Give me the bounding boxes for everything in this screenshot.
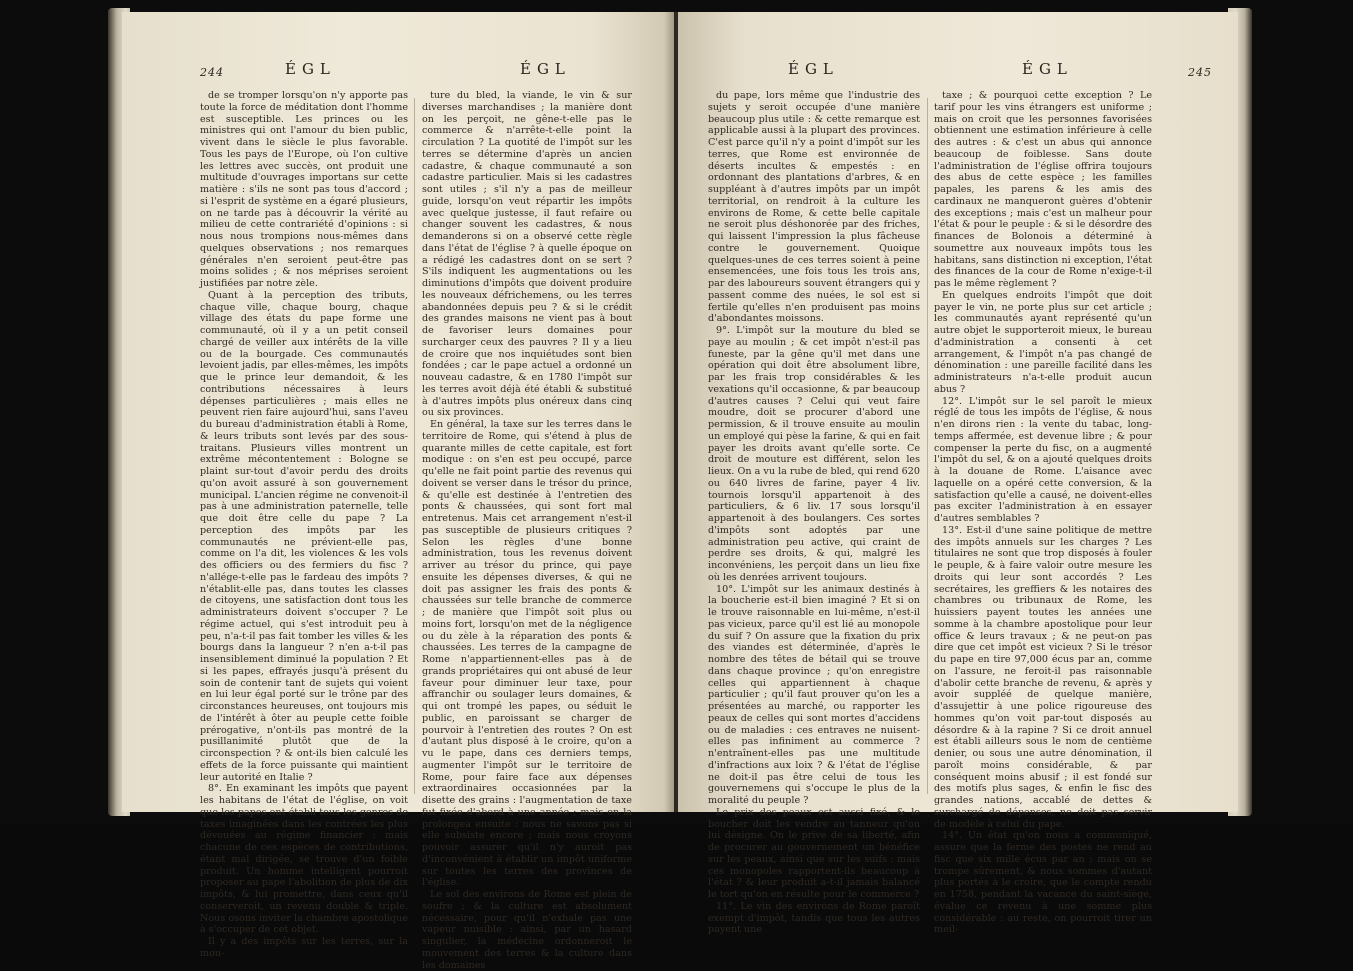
left-running-head	[122, 60, 674, 86]
paragraph: 8°. En examinant les impôts que payent les habitans de l'état de l'église, on voit que les papes ont établi tous les genres de taxes imaginées dans les contrées les plus dévouées au régime financier ; mais chacune de ces espèces de contributions, étant mal dirigée, se trouve d'un foible produit. Un homme intelligent pourroit proposer au pape l'abolition de plus de dix impôts, & lui promettre, dans ceux qu'il conserveroit, un revenu double & triple. Nous osons inviter la chambre apostolique à s'occuper de cet objet.	[200, 783, 408, 936]
left-page	[122, 12, 674, 971]
right-running-head	[678, 60, 1238, 86]
paragraph: 14°. Un état qu'on nous a communiqué, assure que la ferme des postes ne rend au fisc que six mille écus par an ; mais on se trompe sûrement, & nous sommes d'autant plus portés à le croire, que le compte rendu en 1758, pendant la vacance du saint-siège, évalue ce revenu à une somme plus considérable : au reste, on pourroit tirer un meil-	[934, 830, 1152, 936]
paragraph: 13°. Est-il d'une saine politique de mettre des impôts annuels sur les charges ? Les titulaires ne sont que trop disposés à fouler le peuple, & à faire valoir outre mesure les droits qui leur sont accordés ? Les secrétaires, les greffiers & les notaires des chambres ou tribunaux de Rome, les huissiers payent toutes les années une somme à la chambre apostolique pour leur office & leurs travaux ; & ne peut-on pas dire que cet impôt est vicieux ? Si le trésor du pape en tire 97,000 écus par an, comme on l'assure, ne feroit-il pas raisonnable d'abolir cette branche de revenu, & après y avoir suppléé de quelque manière, d'assujettir à une police rigoureuse des hommes qu'on voit par-tout disposés au désordre & à la rapine ? Si ce droit annuel est établi ailleurs sous le nom de centième denier, ou sous une autre dénomination, il paroît moins considérable, & par conséquent moins abusif ; il est fondé sur des motifs plus sages, & enfin le fisc des grandes nations, accablé de dettes & surchargé de dépenses, ne doit pas servir de modèle à celui du pape.	[934, 524, 1152, 830]
paragraph: du pape, lors même que l'industrie des sujets y seroit occupée d'une manière beaucoup plus utile : & cette remarque est applicable aussi à la plupart des provinces. C'est parce qu'il n'y a point d'impôt sur les terres, que Rome est environnée de déserts incultes & empestés : en ordonnant des plantations d'arbres, & en suppléant à d'autres impôts par un impôt territorial, on rendroit à la culture les environs de Rome, & cette belle capitale ne seroit plus déshonorée par des friches, qui laissent l'impression la plus fâcheuse contre le gouvernement. Quoique quelques-unes de ces terres soient à peine ensemencées, une fois tous les trois ans, par des laboureurs souvent étrangers qui y passent comme des nuées, le sol est si fertile qu'elles n'en produisent pas moins d'abondantes moissons.	[708, 90, 920, 325]
paragraph: 10°. L'impôt sur les animaux destinés à la boucherie est-il bien imaginé ? Et si on le trouve raisonnable en lui-même, n'est-il pas vicieux, parce qu'il est lié au monopole du suif ? On assure que la fixation du prix des viandes est déterminée, d'après le nombre des têtes de bétail qui se trouve dans chaque province ; qu'on enregistre celles qui appartiennent à chaque particulier ; qu'il faut prouver qu'on les a présentées au marché, ou rapporter les peaux de celles qui sont mortes d'accidens ou de maladies : ces entraves ne nuisent-elles pas infiniment au commerce ? n'entraînent-elles pas une multitude d'infractions aux loix ? & l'état de l'église ne doit-il pas être celui de tous les gouvernemens qui s'occupe le plus de la moralité du peuple ?	[708, 583, 920, 806]
left-column-2	[422, 90, 632, 971]
right-page-number: 245	[1188, 66, 1212, 79]
column-rule	[414, 98, 415, 794]
paragraph: En général, la taxe sur les terres dans le territoire de Rome, qui s'étend à plus de quarante milles de cette capitale, est fort modique : on s'en est peu occupé, parce qu'elle ne fait point partie des revenus qui doivent se verser dans le trésor du prince, & qu'elle est destinée à l'entretien des ponts & chaussées, qui sont fort mal entretenus. Mais cet arrangement n'est-il pas susceptible de plusieurs critiques ? Selon les règles d'une bonne administration, tous les revenus doivent arriver au trésor du prince, qui paye ensuite les dépenses diverses, & qui ne doit pas assigner les frais des ponts & chaussées sur telle branche de commerce ; de manière que l'impôt soit plus ou moins fort, lorsqu'on met de la négligence ou du zèle à la réparation des ponts & chaussées. Les terres de la campagne de Rome n'appartiennent-elles pas à de grands propriétaires qui ont abusé de leur faveur pour diminuer leur taxe, pour affranchir ou soulager leurs domaines, & qui ont trompé les papes, ou séduit le public, en paroissant se charger de pourvoir à l'entretien des routes ? On est d'autant plus disposé à le croire, qu'on a vu le pape, dans ces derniers temps, augmenter l'impôt sur le territoire de Rome, pour faire face aux dépenses extraordinaires occasionnées par la disette des grains : l'augmentation de taxe fut fixée d'abord à une année ; mais on la prolongea ensuite : nous ne savons pas si elle subsiste encore ; mais nous croyons pouvoir assurer qu'il n'y auroit pas d'inconvénient à établir un impôt uniforme sur toutes les terres des provinces de l'église.	[422, 419, 632, 889]
left-page-number: 244	[200, 66, 224, 79]
paragraph: taxe ; & pourquoi cette exception ? Le tarif pour les vins étrangers est uniforme ; mais on croit que les personnes favorisées obtiennent une estimation inférieure à celle des autres : & c'est un abus qui annonce beaucoup de foiblesse. Sans doute l'administration de l'église offrira toujours des abus de cette espèce ; les familles papales, les parens & les amis des cardinaux ne manqueront guères d'obtenir des exceptions ; mais c'est un malheur pour l'état & pour le peuple : & si le désordre des finances de Bolonois a déterminé à soumettre aux nouveaux impôts tous les habitans, sans distinction ni exception, l'état des finances de la cour de Rome n'exige-t-il pas le même règlement ?	[934, 90, 1152, 289]
paragraph: 9°. L'impôt sur la mouture du bled se paye au moulin ; & cet impôt n'est-il pas funeste, par la gêne qu'il met dans une opération qui doit être absolument libre, par les frais trop considérables & les vexations qu'il occasionne, & par beaucoup d'autres causes ? Celui qui veut faire moudre, doit se procurer d'abord une permission, & il trouve ensuite au moulin un employé qui pèse la farine, & qui en fait payer les droits avant qu'elle sorte. Ce droit de mouture est différent, selon les lieux. On a vu la rube de bled, qui rend 620 ou 640 livres de farine, payer 4 liv. tournois lorsqu'il appartenoit à des particuliers, & 6 liv. 17 sous lorsqu'il appartenoit à des boulangers. Ces sortes d'impôts sont adoptés par une administration peu active, qui craint de perdre ses droits, & qui, malgré les inconvéniens, les perçoit dans un lieu fixe où les denrées arrivent toujours.	[708, 325, 920, 583]
column-rule	[927, 98, 928, 794]
paragraph: Il y a des impôts sur les terres, sur la mou-	[200, 936, 408, 959]
left-head-word-1: ÉGL	[285, 60, 336, 78]
paragraph: Le prix des peaux est aussi fixé, & le boucher doit les vendre au tanneur qu'on lui désigne. On le prive de sa liberté, afin de procurer au gouvernement un bénéfice sur les peaux, ainsi que sur les suifs : mais ces monopoles rapportent-ils beaucoup à l'état ? & leur produit a-t-il jamais balancé le tort qu'on en résulte pour le commerce ?	[708, 806, 920, 900]
paragraph: Le sol des environs de Rome est plein de soufre ; & la culture est absolument nécessaire, pour qu'il n'exhale pas une vapeur nuisible : ainsi, par un hasard singulier, la médecine ordonneroit le mouvement des terres & la culture dans les domaines	[422, 889, 632, 971]
paragraph: de se tromper lorsqu'on n'y apporte pas toute la force de méditation dont l'homme est susceptible. Les princes ou les ministres qui ont l'amour du bien public, vivent dans le siècle le plus favorable. Tous les pays de l'Europe, où l'on cultive les lettres avec succès, ont produit une multitude d'ouvrages importans sur cette matière : s'ils ne sont pas tous d'accord ; si l'esprit de système en a égaré plusieurs, on ne tarde pas à découvrir la vérité au milieu de cette contrariété d'opinions : si nous nous trompions nous-mêmes dans quelques observations ; nos remarques générales n'en seroient peut-être pas moins solides ; & nos méprises seroient justifiées par notre zèle.	[200, 90, 408, 289]
paragraph: 11°. Le vin des environs de Rome paroît exempt d'impôt, tandis que tous les autres payent une	[708, 900, 920, 936]
right-head-word-1: ÉGL	[788, 60, 839, 78]
right-column-1	[708, 90, 920, 936]
paragraph: Quant à la perception des tributs, chaque ville, chaque bourg, chaque village des états du pape forme une communauté, où il y a un petit conseil chargé de veiller aux intérêts de la ville ou de la bourgade. Ces communautés levoient jadis, par elles-mêmes, les impôts que le prince leur demandoit, & les contributions nécessaires à leurs dépenses particulières ; mais elles ne peuvent rien faire aujourd'hui, sans l'aveu du bureau d'administration établi à Rome, & leurs tributs sont levés par des sous-traitans. Plusieurs villes montrent un extrême mécontentement : Bologne se plaint sur-tout d'avoir perdu des droits qu'on avoit assuré à son gouvernement municipal. L'ancien régime ne convenoit-il pas à une administration paternelle, telle que doit être celle du pape ? La perception des impôts par les communautés ne prévient-elle pas, comme on l'a dit, les violences & les vols des officiers ou des fermiers du fisc ? n'allége-t-elle pas le fardeau des impôts ? n'établit-elle pas, dans toutes les classes de citoyens, une satisfaction dont tous les administrateurs doivent s'occuper ? Le régime actuel, qui s'est introduit peu à peu, n'a-t-il pas fait tomber les villes & les bourgs dans la langueur ? n'en a-t-il pas insensiblement diminué la population ? Et si les papes, effrayés jusqu'à présent du soin de contenir tant de sujets qui voient en lui leur égal porté sur le trône par des circonstances heureuses, ont toujours mis de l'intérêt à ôter au peuple cette foible prérogative, n'ont-ils pas montré de la pusillanimité plutôt que de la circonspection ? & ont-ils bien calculé les effets de la force puissante qui maintient leur autorité en Italie ?	[200, 289, 408, 783]
right-head-word-2: ÉGL	[1022, 60, 1073, 78]
right-column-2	[934, 90, 1152, 936]
left-column-1	[200, 90, 408, 959]
right-page	[678, 12, 1238, 936]
paragraph: 12°. L'impôt sur le sel paroît le mieux réglé de tous les impôts de l'église, & nous n'en dirons rien : la vente du tabac, long-temps affermée, est devenue libre ; & pour compenser la perte du fisc, on a augmenté l'impôt du sel, & on a ajouté quelques droits à la douane de Rome. L'aisance avec laquelle on a opéré cette conversion, & la satisfaction qu'elle a causé, ne doivent-elles pas exciter l'administration à en essayer d'autres semblables ?	[934, 395, 1152, 524]
left-head-word-2: ÉGL	[520, 60, 571, 78]
paragraph: ture du bled, la viande, le vin & sur diverses marchandises ; la manière dont on les perçoit, ne gêne-t-elle pas le commerce & n'arrête-t-elle point la circulation ? La quotité de l'impôt sur les terres se détermine d'après un ancien cadastre, & chaque communauté a son cadastre particulier. Mais si les cadastres sont utiles ; s'il n'y a pas de meilleur guide, lorsqu'on veut répartir les impôts avec quelque justesse, il faut refaire ou changer souvent les cadastres, & nous demanderons si on a observé cette règle dans l'état de l'église ? à quelle époque on a rédigé les cadastres dont on se sert ? S'ils indiquent les augmentations ou les diminutions d'impôts que doivent produire les nouveaux défrichemens, ou les terres abandonnées depuis peu ? & si le crédit des grandes maisons ne vient pas à bout de favoriser leurs domaines pour surcharger ceux des pauvres ? Il y a lieu de croire que nos inquiétudes sont bien fondées ; car le pape actuel a ordonné un nouveau cadastre, & en 1780 l'impôt sur les terres avoit déjà été établi & substitué à d'autres impôts plus onéreux dans cinq ou six provinces.	[422, 90, 632, 419]
paragraph: En quelques endroits l'impôt que doit payer le vin, ne porte plus sur cet article ; les communautés ayant représenté qu'un autre objet le supporteroit mieux, le bureau d'administration a consenti à cet arrangement, & l'impôt n'a pas changé de dénomination : une pareille facilité dans les administrateurs n'a-t-elle produit aucun abus ?	[934, 289, 1152, 395]
